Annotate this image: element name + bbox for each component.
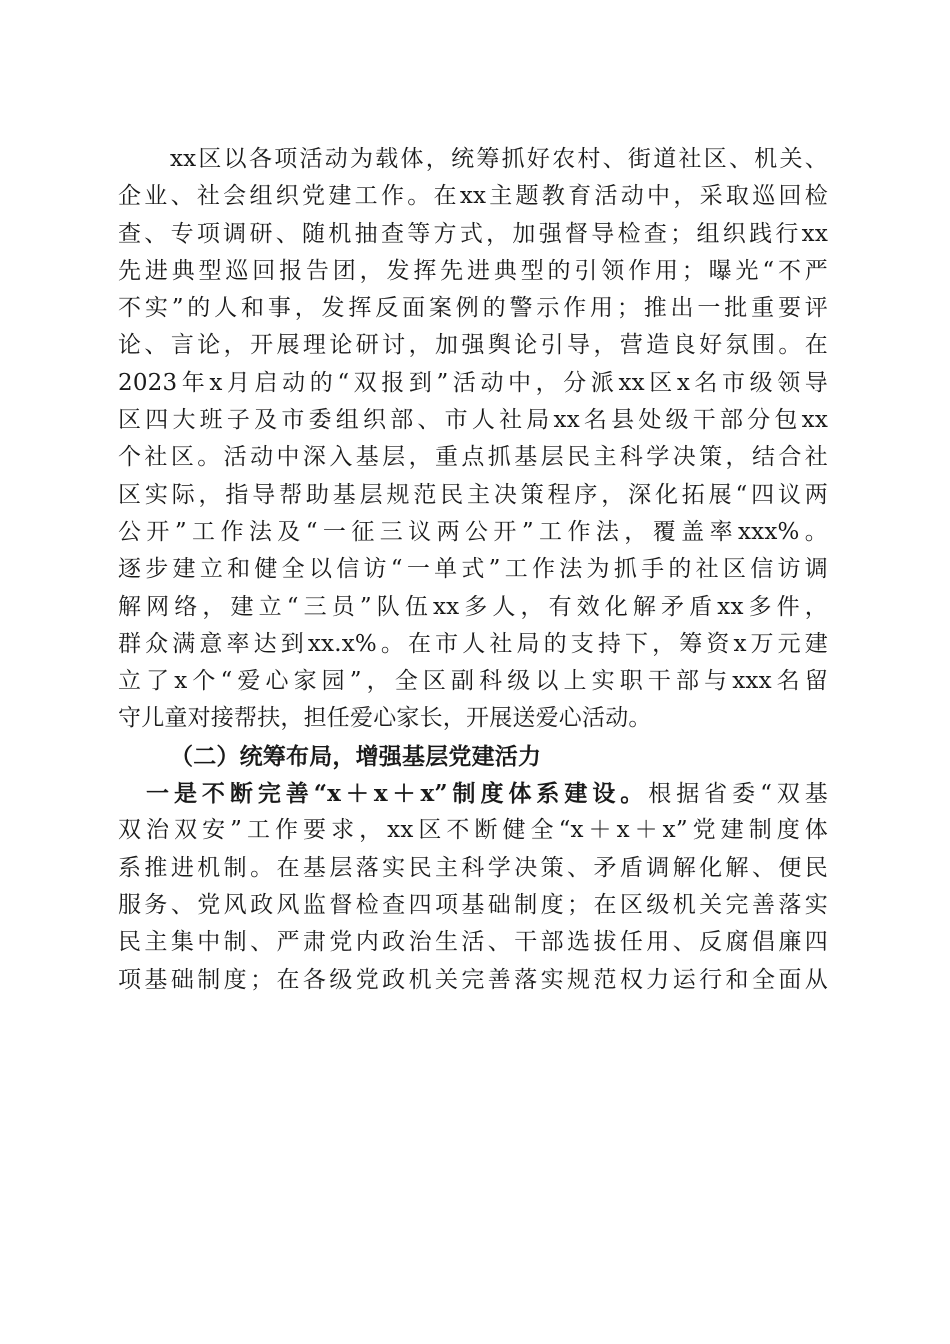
paragraph-line: 服务、党风政风监督检查四项基础制度；在区级机关完善落实 <box>118 891 828 918</box>
section-heading: （二）统筹布局，增强基层党建活力 <box>170 742 542 770</box>
paragraph-line: 项基础制度；在各级党政机关完善落实规范权力运行和全面从 <box>118 966 828 993</box>
paragraph-line: 解网络，建立“三员”队伍xx多人，有效化解矛盾xx多件， <box>118 593 828 620</box>
paragraph-line: 立了x个“爱心家园”，全区副科级以上实职干部与xxx名留 <box>118 668 828 695</box>
paragraph-line: 双治双安”工作要求，xx区不断健全“x＋x＋x”党建制度体 <box>118 817 828 844</box>
paragraph-lead-rest: 根据省委“双基 <box>648 781 828 808</box>
paragraph-line: 民主集中制、严肃党内政治生活、干部选拔任用、反腐倡廉四 <box>118 929 828 956</box>
paragraph-line: 个社区。活动中深入基层，重点抓基层民主科学决策，结合社 <box>118 444 828 471</box>
paragraph-line: 企业、社会组织党建工作。在xx主题教育活动中，采取巡回检 <box>118 183 828 210</box>
paragraph-line: 系推进机制。在基层落实民主科学决策、矛盾调解化解、便民 <box>118 854 828 881</box>
paragraph-line: 群众满意率达到xx.x%。在市人社局的支持下，筹资x万元建 <box>118 630 828 657</box>
document-body <box>118 141 828 999</box>
paragraph-line: 查、专项调研、随机抽查等方式，加强督导检查；组织践行xx <box>118 220 828 247</box>
paragraph-line: 公开”工作法及“一征三议两公开”工作法，覆盖率xxx%。 <box>118 518 828 545</box>
paragraph-line: 区四大班子及市委组织部、市人社局xx名县处级干部分包xx <box>118 407 828 434</box>
paragraph-line: 不实”的人和事，发挥反面案例的警示作用；推出一批重要评 <box>118 295 828 322</box>
paragraph-line: 2023年x月启动的“双报到”活动中，分派xx区x名市级领导 <box>118 369 828 396</box>
paragraph-lead-line <box>118 775 828 812</box>
paragraph-line: 逐步建立和健全以信访“一单式”工作法为抓手的社区信访调 <box>118 556 828 583</box>
paragraph-lead: 一是不断完善“x＋x＋x”制度体系建设。 <box>146 780 649 808</box>
paragraph-line: 先进典型巡回报告团，发挥先进典型的引领作用；曝光“不严 <box>118 257 828 284</box>
paragraph-line: 守儿童对接帮扶，担任爱心家长，开展送爱心活动。 <box>118 705 652 732</box>
paragraph-line: 论、言论，开展理论研讨，加强舆论引导，营造良好氛围。在 <box>118 332 828 359</box>
paragraph-line: xx区以各项活动为载体，统筹抓好农村、街道社区、机关、 <box>170 146 828 172</box>
paragraph-line: 区实际，指导帮助基层规范民主决策程序，深化拓展“四议两 <box>118 481 828 508</box>
